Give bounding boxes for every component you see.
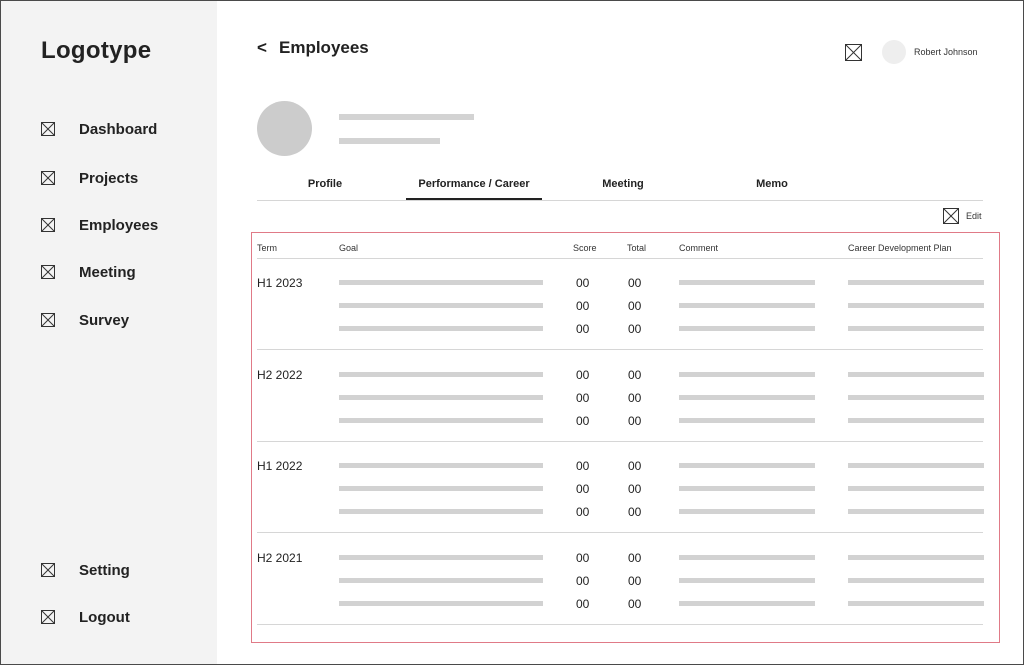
comment-placeholder [679, 280, 815, 285]
row-divider [257, 532, 983, 533]
total-cell: 00 [628, 505, 642, 519]
score-cell: 00 [576, 367, 590, 382]
goal-placeholder [339, 578, 543, 583]
comment-placeholder [679, 463, 815, 468]
goal-placeholder [339, 395, 543, 400]
row-divider [257, 624, 983, 625]
score-cell: 00 [576, 322, 590, 336]
sidebar-item-survey[interactable] [41, 308, 129, 332]
term-cell: H1 2022 [257, 459, 303, 473]
term-cell: H2 2021 [257, 550, 303, 565]
total-cell: 00 [628, 550, 642, 565]
total-cell: 00 [628, 367, 642, 382]
total-cell: 00 [628, 573, 642, 588]
sidebar-item-label: Dashboard [79, 120, 158, 138]
sidebar-item-meeting[interactable] [41, 260, 136, 284]
goal-placeholder [339, 372, 543, 377]
column-header-goal: Goal [339, 243, 359, 253]
career-plan-placeholder [848, 372, 984, 377]
page-title: Employees [279, 38, 369, 57]
sidebar-item-label: Meeting [79, 263, 136, 281]
goal-placeholder [339, 601, 543, 606]
user-name[interactable]: Robert Johnson [914, 47, 978, 57]
term-cell: H1 2023 [257, 276, 303, 290]
employee-name-placeholder [339, 114, 474, 120]
goal-placeholder [339, 486, 543, 491]
sidebar [1, 1, 217, 664]
column-header-total: Total [627, 243, 647, 253]
row-divider [257, 349, 983, 350]
total-cell: 00 [628, 482, 642, 496]
placeholder-icon [41, 563, 55, 577]
placeholder-icon [41, 313, 55, 327]
score-cell: 00 [576, 505, 590, 519]
comment-placeholder [679, 486, 815, 491]
tab-profile[interactable]: Profile [307, 178, 343, 190]
total-cell: 00 [628, 390, 642, 405]
sidebar-item-label: Setting [79, 561, 130, 579]
score-cell: 00 [576, 459, 590, 473]
goal-placeholder [339, 555, 543, 560]
career-plan-placeholder [848, 601, 984, 606]
column-header-term: Term [257, 243, 277, 253]
user-avatar[interactable] [882, 40, 906, 64]
employee-avatar [257, 101, 312, 156]
comment-placeholder [679, 303, 815, 308]
employee-role-placeholder [339, 138, 440, 144]
comment-placeholder [679, 326, 815, 331]
career-plan-placeholder [848, 555, 984, 560]
placeholder-icon [943, 208, 959, 224]
placeholder-icon [41, 171, 55, 185]
placeholder-icon [41, 218, 55, 232]
sidebar-item-projects[interactable] [41, 166, 138, 190]
score-cell: 00 [576, 390, 590, 405]
sidebar-item-logout[interactable] [41, 605, 130, 629]
term-cell: H2 2022 [257, 367, 303, 382]
score-cell: 00 [576, 596, 590, 611]
column-header-career-plan: Career Development Plan [848, 243, 952, 253]
column-header-score: Score [573, 243, 597, 253]
goal-placeholder [339, 326, 543, 331]
total-cell: 00 [628, 596, 642, 611]
total-cell: 00 [628, 276, 642, 290]
table-header-divider [257, 258, 983, 259]
comment-placeholder [679, 418, 815, 423]
comment-placeholder [679, 578, 815, 583]
tab-meeting[interactable]: Meeting [602, 178, 644, 190]
sidebar-item-label: Projects [79, 169, 139, 187]
score-cell: 00 [576, 550, 590, 565]
goal-placeholder [339, 280, 543, 285]
sidebar-item-setting[interactable] [41, 558, 130, 582]
comment-placeholder [679, 555, 815, 560]
career-plan-placeholder [848, 463, 984, 468]
placeholder-icon [41, 610, 55, 624]
total-cell: 00 [628, 413, 642, 428]
career-plan-placeholder [848, 280, 984, 285]
score-cell: 00 [576, 482, 590, 496]
score-cell: 00 [576, 276, 590, 290]
career-plan-placeholder [848, 578, 984, 583]
score-cell: 00 [576, 413, 590, 428]
comment-placeholder [679, 509, 815, 514]
career-plan-placeholder [848, 509, 984, 514]
back-button[interactable]: < [257, 38, 267, 57]
comment-placeholder [679, 601, 815, 606]
total-cell: 00 [628, 459, 642, 473]
sidebar-item-label: Survey [79, 311, 130, 329]
placeholder-icon[interactable] [845, 44, 862, 61]
column-header-comment: Comment [679, 243, 719, 253]
goal-placeholder [339, 303, 543, 308]
tabs-divider [257, 200, 983, 201]
comment-placeholder [679, 395, 815, 400]
career-plan-placeholder [848, 395, 984, 400]
row-divider [257, 441, 983, 442]
tab-performance-career[interactable]: Performance / Career [406, 178, 542, 200]
comment-placeholder [679, 372, 815, 377]
edit-button[interactable] [943, 208, 982, 224]
placeholder-icon [41, 122, 55, 136]
total-cell: 00 [628, 322, 642, 336]
sidebar-item-label: Employees [79, 216, 159, 234]
logo: Logotype [41, 37, 152, 64]
sidebar-item-label: Logout [79, 608, 130, 626]
career-plan-placeholder [848, 303, 984, 308]
goal-placeholder [339, 463, 543, 468]
career-plan-placeholder [848, 418, 984, 423]
tab-memo[interactable]: Memo [756, 178, 788, 190]
sidebar-item-dashboard[interactable] [41, 117, 157, 141]
goal-placeholder [339, 509, 543, 514]
placeholder-icon [41, 265, 55, 279]
career-plan-placeholder [848, 486, 984, 491]
score-cell: 00 [576, 573, 590, 588]
sidebar-item-employees[interactable] [41, 213, 158, 237]
score-cell: 00 [576, 299, 590, 313]
edit-label: Edit [966, 211, 982, 221]
goal-placeholder [339, 418, 543, 423]
total-cell: 00 [628, 299, 642, 313]
career-plan-placeholder [848, 326, 984, 331]
